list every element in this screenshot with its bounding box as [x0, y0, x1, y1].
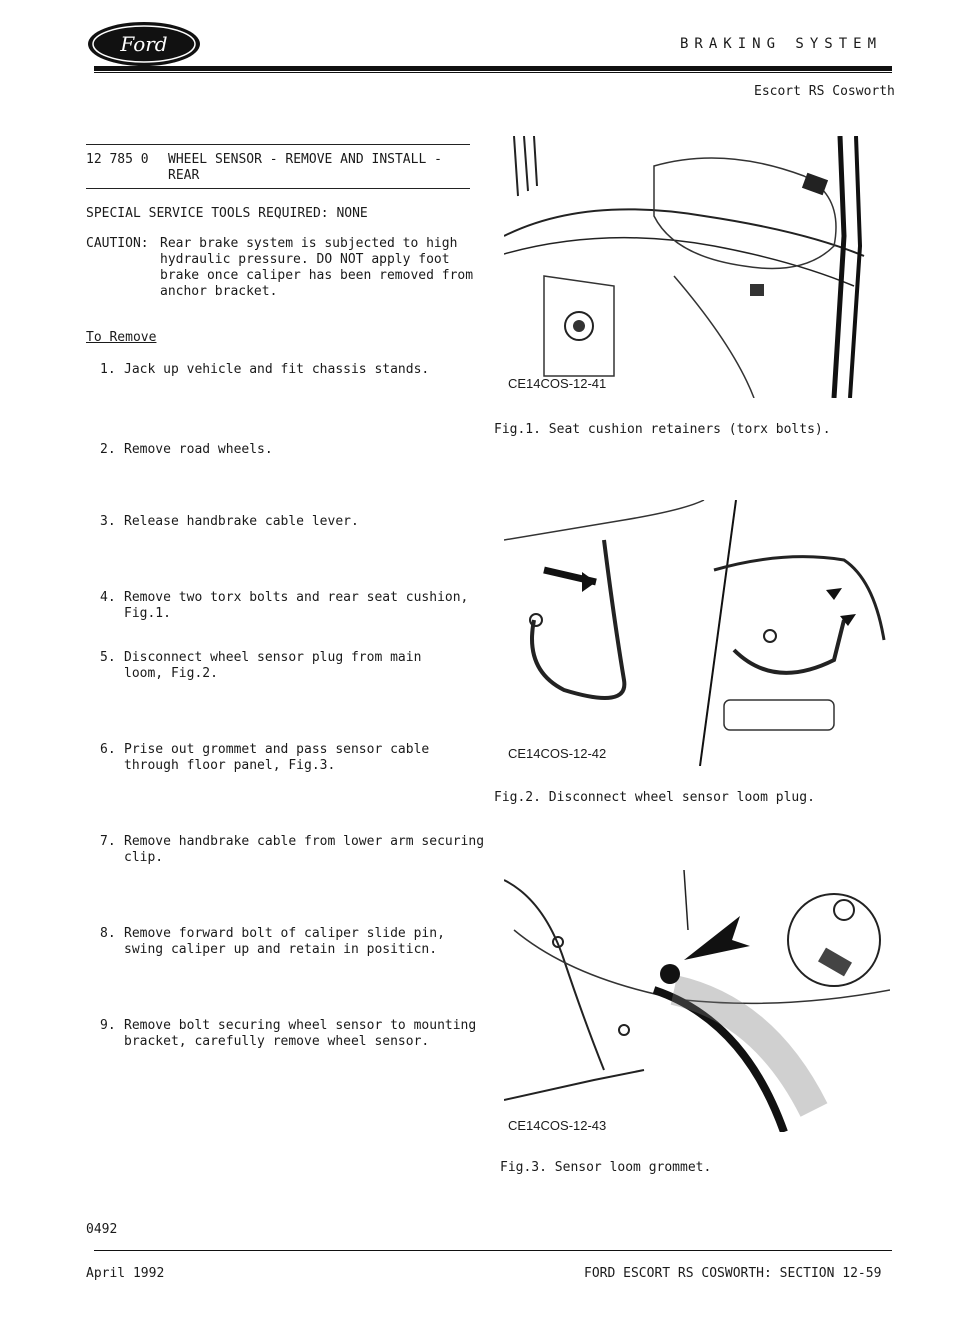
- subheading-to-remove: To Remove: [86, 330, 157, 345]
- step-3: 3. Release handbrake cable lever.: [100, 514, 359, 529]
- footer-reference: FORD ESCORT RS COSWORTH: SECTION 12-59: [584, 1266, 882, 1281]
- step-9: 9. Remove bolt securing wheel sensor to mounting bracket, carefully remove wheel sensor.: [100, 1018, 477, 1049]
- step-6: 6. Prise out grommet and pass sensor cable through floor panel, Fig.3.: [100, 742, 430, 773]
- caution-text: [160, 236, 473, 300]
- caution-line: hydraulic pressure. DO NOT apply foot: [160, 252, 450, 267]
- caution-line: brake once caliper has been removed from: [160, 268, 474, 283]
- figure-1-code: CE14COS-12-41: [508, 376, 607, 391]
- procedure-title-line2: REAR: [168, 168, 200, 183]
- step-5: 5. Disconnect wheel sensor plug from main loom, Fig.2.: [100, 650, 422, 681]
- header-rule-thin: [94, 72, 892, 73]
- step-7: 7. Remove handbrake cable from lower arm securing clip.: [100, 834, 485, 865]
- footer-date: April 1992: [86, 1266, 165, 1281]
- step-1: 1. Jack up vehicle and fit chassis stands.: [100, 362, 430, 377]
- header-rule: [94, 66, 892, 71]
- step-8: 8. Remove forward bolt of caliper slide pin, swing caliper up and retain in positicn.: [100, 926, 445, 957]
- figure-3-caption: Fig.3. Sensor loom grommet.: [500, 1160, 712, 1175]
- procedure-number: 12 785 0: [86, 152, 149, 167]
- figure-2-illustration: [504, 500, 890, 766]
- caution-line: Rear brake system is subjected to high: [160, 236, 458, 251]
- step-4: 4. Remove two torx bolts and rear seat cushion, Fig.1.: [100, 590, 469, 621]
- caution-line: anchor bracket.: [160, 284, 278, 299]
- document-code: 0492: [86, 1222, 118, 1237]
- procedure-title: [168, 152, 442, 184]
- heading-rule-bottom: [86, 188, 470, 189]
- figure-3-code: CE14COS-12-43: [508, 1118, 607, 1133]
- svg-text:Ford: Ford: [120, 32, 168, 56]
- figure-2-caption: Fig.2. Disconnect wheel sensor loom plug.: [494, 790, 815, 805]
- section-title: BRAKING SYSTEM: [680, 36, 883, 52]
- figure-1-illustration: [504, 136, 890, 398]
- model-name: Escort RS Cosworth: [754, 84, 895, 99]
- caution-label: CAUTION:: [86, 236, 149, 251]
- step-2: 2. Remove road wheels.: [100, 442, 273, 457]
- ford-logo: [86, 20, 202, 68]
- heading-rule-top: [86, 144, 470, 145]
- footer-rule: [94, 1250, 892, 1251]
- special-tools: SPECIAL SERVICE TOOLS REQUIRED: NONE: [86, 206, 368, 221]
- figure-1-caption: Fig.1. Seat cushion retainers (torx bolts).: [494, 422, 831, 437]
- figure-2-code: CE14COS-12-42: [508, 746, 607, 761]
- figure-3-illustration: [504, 870, 890, 1132]
- procedure-title-line1: WHEEL SENSOR - REMOVE AND INSTALL -: [168, 152, 442, 167]
